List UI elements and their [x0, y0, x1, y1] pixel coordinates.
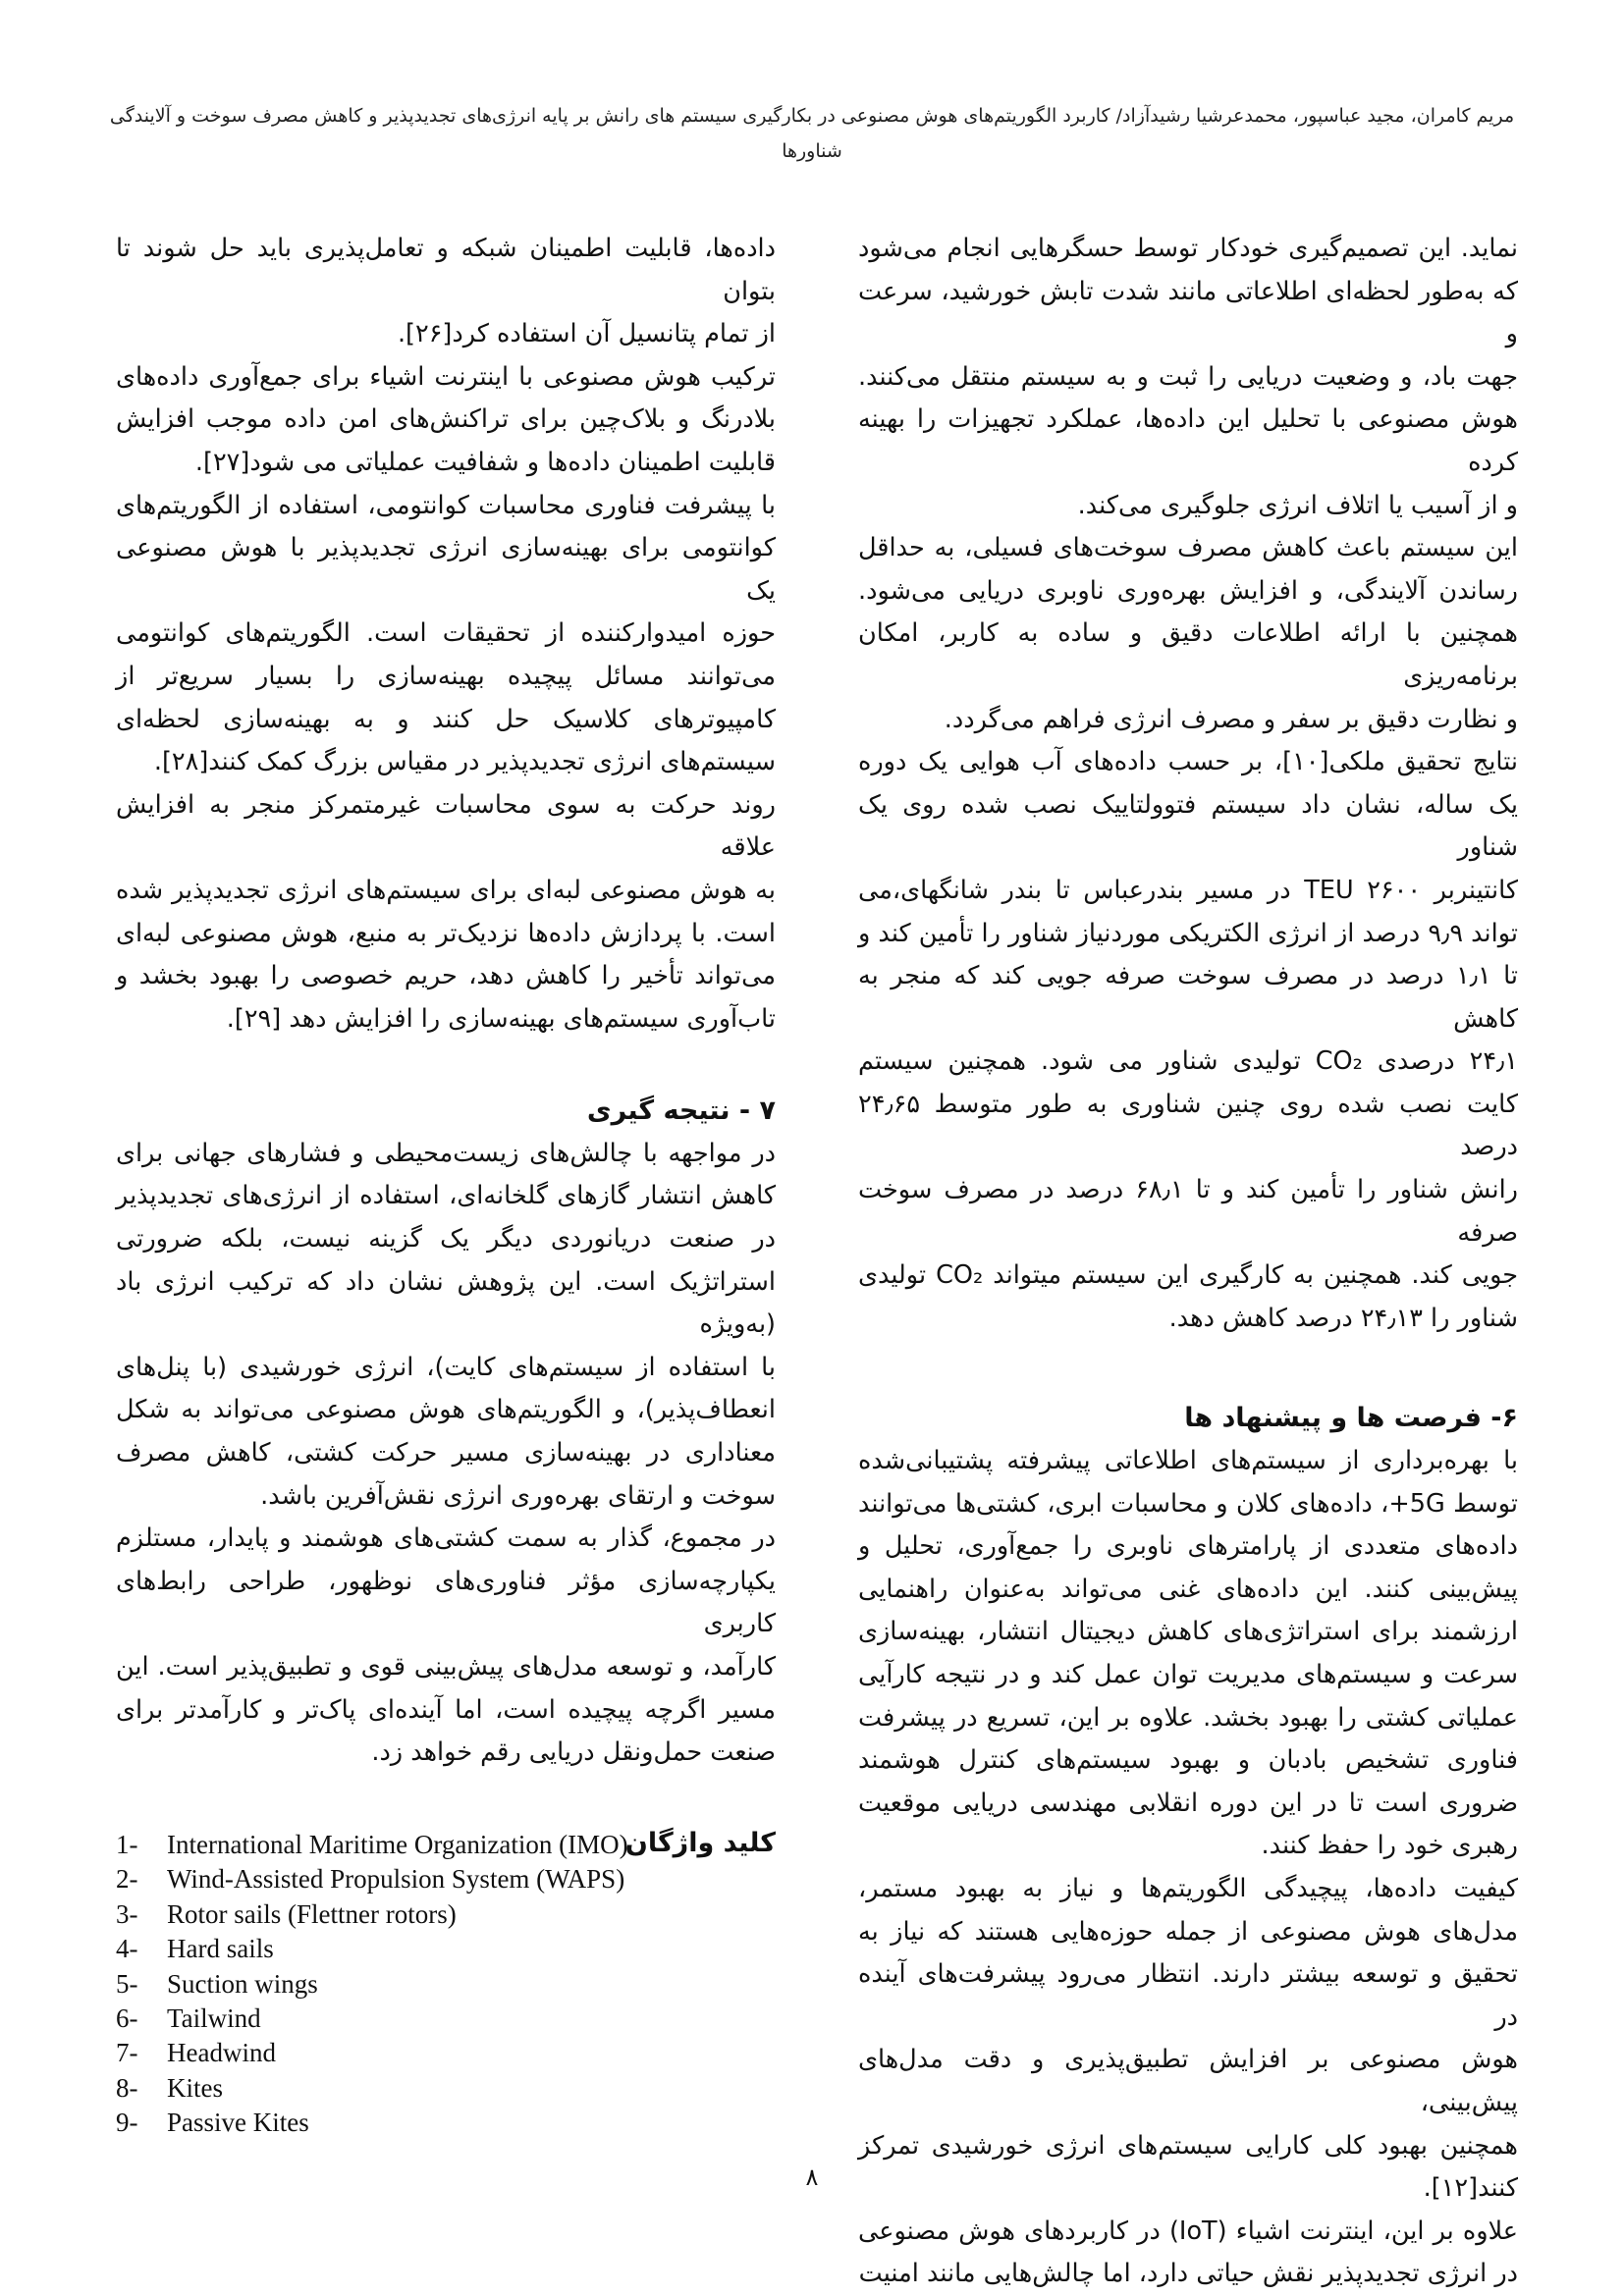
paragraph — [858, 1868, 1518, 2211]
text-line: کنند[۱۲]. — [1423, 2173, 1518, 2204]
text-line: کامپیوترهای کلاسیک حل کنند و به بهینه‌سازی لحظه‌ای — [116, 704, 776, 734]
text-line: سوخت و ارتقای بهره‌وری انرژی نقش‌آفرین باشد. — [260, 1480, 776, 1511]
text-line: مدل‌های هوش مصنوعی از جمله حوزه‌هایی هستند که نیاز به — [858, 1916, 1518, 1947]
text-line: کیفیت داده‌ها، پیچیدگی الگوریتم‌ها و نیاز به بهبود مستمر، — [858, 1873, 1518, 1903]
text-line: صنعت حمل‌ونقل دریایی رقم خواهد زد. — [371, 1737, 776, 1768]
spacer — [116, 1041, 776, 1090]
text-line: همچنین بهبود کلی کارایی سیستم‌های انرژی خورشیدی تمرکز — [858, 2130, 1518, 2161]
text-line: فناوری تشخیص بادبان و بهبود سیستم‌های کنترل هوشمند — [858, 1745, 1518, 1776]
paragraph — [858, 527, 1518, 741]
paragraph — [116, 356, 776, 485]
keyword-item — [116, 2106, 744, 2140]
section-heading-keywords: کلید واژگان — [624, 1827, 776, 1858]
keyword-item — [116, 1828, 744, 1862]
text-line: عملیاتی کشتی را بهبود بخشد. علاوه بر این، تسریع در پیشرفت — [858, 1702, 1518, 1733]
text-line: انعطاف‌پذیر)، و الگوریتم‌های هوش مصنوعی می‌تواند به شکل — [116, 1395, 776, 1425]
text-line: داده‌های متعددی از پارامترهای ناوبری را جمع‌آوری، تحلیل و — [858, 1531, 1518, 1562]
text-line: کوانتومی برای بهینه‌سازی انرژی تجدیدپذیر با هوش مصنوعی یک — [116, 533, 776, 606]
keyword-term: Wind-Assisted Propulsion System (WAPS) — [167, 1864, 625, 1895]
text-line: روند حرکت به سوی محاسبات غیرمتمرکز منجر به افزایش علاقه — [116, 789, 776, 863]
keyword-number: 3- — [116, 1898, 138, 1929]
keyword-term: Kites — [167, 2072, 223, 2103]
keywords-list — [116, 1828, 744, 2141]
text-line: سرعت و سیستم‌های مدیریت توان عمل کند و در نتیجه کارآیی — [858, 1660, 1518, 1689]
text-line: است. با پردازش داده‌ها نزدیک‌تر به منبع، هوش مصنوعی لبه‌ای — [116, 918, 776, 948]
section-heading-conclusion: ۷ - نتیجه گیری — [586, 1095, 776, 1127]
text-line: رساندن آلایندگی، و افزایش بهره‌وری ناوبری دریایی می‌شود. — [858, 575, 1518, 606]
paragraph — [858, 228, 1518, 527]
paragraph — [116, 1133, 776, 1518]
spacer — [858, 1340, 1518, 1397]
text-line: که به‌طور لحظه‌ای اطلاعاتی مانند شدت تابش خورشید، سرعت و — [858, 276, 1518, 349]
text-line: رانش شناور را تأمین کند و تا ۶۸٫۱ درصد در مصرف سوخت صرفه — [858, 1175, 1518, 1248]
keyword-number: 2- — [116, 1864, 138, 1895]
keyword-item — [116, 2002, 744, 2036]
paragraph — [116, 228, 776, 356]
text-line: در مواجهه با چالش‌های زیست‌محیطی و فشارهای جهانی برای — [116, 1138, 776, 1168]
keyword-term: Passive Kites — [167, 2108, 309, 2138]
text-line: همچنین با ارائه اطلاعات دقیق و ساده به کاربر، امکان برنامه‌ریزی — [858, 618, 1518, 691]
text-line: تواند ۹٫۹ درصد از انرژی الکتریکی موردنیاز شناور را تأمین کند و — [858, 918, 1518, 948]
text-line: جهت باد، و وضعیت دریایی را ثبت و به سیستم منتقل می‌کنند. — [858, 361, 1518, 392]
text-line: کارآمد، و توسعه مدل‌های پیش‌بینی قوی و تطبیق‌پذیر است. این — [116, 1652, 776, 1682]
section-heading-opportunities: ۶- فرصت ها و پیشنهاد ها — [1184, 1403, 1518, 1434]
keyword-item — [116, 2071, 744, 2106]
text-line: استراتژیک است. این پژوهش نشان داد که ترکیب انرژی باد (به‌ویژه — [116, 1266, 776, 1340]
keyword-number: 1- — [116, 1830, 138, 1859]
text-line: تحقیق و توسعه بیشتر دارند. انتظار می‌رود پیشرفت‌های آینده در — [858, 1959, 1518, 2032]
text-line: ارزشمند برای استراتژی‌های کاهش دیجیتال انتشار، بهینه‌سازی — [858, 1617, 1518, 1647]
keyword-number: 7- — [116, 2038, 138, 2068]
keyword-number: 8- — [116, 2072, 138, 2103]
text-line: شناور را ۲۴٫۱۳ درصد کاهش دهد. — [1168, 1303, 1518, 1333]
text-line: در صنعت دریانوردی دیگر یک گزینه نیست، بلکه ضرورتی — [116, 1224, 776, 1255]
keyword-item — [116, 2036, 744, 2070]
text-line: این سیستم باعث کاهش مصرف سوخت‌های فسیلی، به حداقل — [858, 533, 1518, 563]
text-line: یکپارچه‌سازی مؤثر فناوری‌های نوظهور، طراحی رابط‌های کاربری — [116, 1566, 776, 1639]
keyword-item — [116, 1862, 744, 1896]
page-number: ۸ — [805, 2163, 819, 2191]
text-line: با پیشرفت فناوری محاسبات کوانتومی، استفاده از الگوریتم‌های — [116, 490, 776, 520]
text-line: از تمام پتانسیل آن استفاده کرد[۲۶]. — [397, 319, 776, 349]
paragraph — [116, 485, 776, 784]
text-line: کانتینربر ۲۶۰۰ TEU در مسیر بندرعباس تا بندر شانگهای،می — [858, 875, 1519, 905]
keyword-item — [116, 1897, 744, 1932]
text-line: رهبری خود را حفظ کنند. — [1261, 1831, 1518, 1861]
paragraph — [858, 1440, 1518, 1868]
keyword-term: Rotor sails (Flettner rotors) — [167, 1898, 457, 1929]
text-line: می‌تواند تأخیر را کاهش دهد، حریم خصوصی را بهبود بخشد و — [116, 961, 776, 991]
text-line: بلادرنگ و بلاک‌چین برای تراکنش‌های امن داده موجب افزایش — [116, 404, 776, 435]
text-line: نماید. این تصمیم‌گیری خودکار توسط حسگرهایی انجام می‌شود — [858, 234, 1518, 263]
text-line: مسیر اگرچه پیچیده است، اما آینده‌ای پاک‌تر و کارآمدتر برای — [116, 1694, 776, 1725]
text-line: در انرژی تجدیدپذیر نقش حیاتی دارد، اما چالش‌هایی مانند امنیت — [858, 2259, 1518, 2289]
paragraph — [858, 2211, 1518, 2296]
spacer — [116, 1775, 776, 1822]
keyword-item — [116, 1932, 744, 1966]
keyword-number: 9- — [116, 2108, 138, 2138]
text-line: هوش مصنوعی با تحلیل این داده‌ها، عملکرد تجهیزات را بهینه کرده — [858, 404, 1518, 477]
text-line: و از آسیب یا اتلاف انرژی جلوگیری می‌کند. — [1077, 490, 1518, 520]
paragraph — [116, 1518, 776, 1775]
text-line: به هوش مصنوعی لبه‌ای برای سیستم‌های انرژی تجدیدپذیر شده — [116, 875, 776, 905]
keyword-term: Tailwind — [167, 2003, 261, 2034]
text-line: پیش‌بینی کنند. این داده‌های غنی می‌تواند به‌عنوان راهنمایی — [858, 1574, 1518, 1604]
text-line: داده‌ها، قابلیت اطمینان شبکه و تعامل‌پذیری باید حل شوند تا بتوان — [116, 234, 776, 306]
text-line: نتایج تحقیق ملکی[۱۰]، بر حسب داده‌های آب هوایی یک دوره — [858, 747, 1518, 777]
text-line: یک ساله، نشان داد سیستم فتوولتاییک نصب شده روی یک شناور — [858, 789, 1518, 863]
keyword-number: 4- — [116, 1934, 138, 1964]
keyword-term: International Maritime Organization (IMO) — [167, 1830, 628, 1859]
keyword-term: Headwind — [167, 2038, 276, 2068]
text-line: ۲۴٫۱ درصدی CO₂ تولیدی شناور می شود. همچنین سیستم — [858, 1046, 1518, 1077]
text-line: حوزه امیدوارکننده از تحقیقات است. الگوریتم‌های کوانتومی — [116, 618, 776, 649]
running-header — [108, 98, 1516, 169]
text-line: توسط 5G+، داده‌های کلان و محاسبات ابری، کشتی‌ها می‌توانند — [858, 1488, 1519, 1519]
keyword-term: Suction wings — [167, 1968, 318, 1999]
text-line: قابلیت اطمینان داده‌ها و شفافیت عملیاتی می شود[۲۷]. — [194, 447, 776, 477]
text-line: تا ۱٫۱ درصد در مصرف سوخت صرفه جویی کند که منجر به کاهش — [858, 961, 1518, 1034]
text-line: جویی کند. همچنین به کارگیری این سیستم میتواند CO₂ تولیدی — [858, 1260, 1519, 1291]
text-line: کایت نصب شده روی چنین شناوری به طور متوسط ۲۴٫۶۵ درصد — [858, 1089, 1518, 1162]
text-line: ضروری است تا در این دوره انقلابی مهندسی دریایی موقعیت — [858, 1788, 1518, 1818]
paragraph — [116, 784, 776, 1041]
text-line: با بهره‌برداری از سیستم‌های اطلاعاتی پیشرفته پشتیبانی‌شده — [858, 1446, 1518, 1476]
text-line: تاب‌آوری سیستم‌های بهینه‌سازی را افزایش دهد [۲۹]. — [226, 1003, 776, 1034]
keyword-item — [116, 1967, 744, 2002]
text-line: معناداری در بهینه‌سازی مسیر حرکت کشتی، کاهش مصرف — [116, 1438, 776, 1468]
running-header-line-2: شناورها — [782, 140, 842, 162]
paragraph — [858, 741, 1518, 1340]
left-column — [116, 228, 776, 1864]
text-line: کاهش انتشار گازهای گلخانه‌ای، استفاده از انرژی‌های تجدیدپذیر — [116, 1181, 776, 1211]
text-line: می‌توانند مسائل پیچیده بهینه‌سازی را بسیار سریع‌تر از — [116, 661, 776, 691]
keyword-number: 5- — [116, 1968, 138, 1999]
text-line: سیستم‌های انرژی تجدیدپذیر در مقیاس بزرگ کمک کنند[۲۸]. — [153, 747, 776, 777]
right-column — [858, 228, 1518, 2296]
text-line: علاوه بر این، اینترنت اشیاء (IoT) در کاربردهای هوش مصنوعی — [858, 2216, 1518, 2246]
text-line: هوش مصنوعی بر افزایش تطبیق‌پذیری و دقت مدل‌های پیش‌بینی، — [858, 2045, 1518, 2117]
text-line: در مجموع، گذار به سمت کشتی‌های هوشمند و پایدار، مستلزم — [116, 1523, 776, 1554]
text-line: با استفاده از سیستم‌های کایت)، انرژی خورشیدی (با پنل‌های — [116, 1352, 776, 1382]
text-line: و نظارت دقیق بر سفر و مصرف انرژی فراهم می‌گردد. — [944, 704, 1518, 734]
running-header-line-1: مریم کامران، مجید عباسپور، محمدعرشیا رشیدآزاد/ کاربرد الگوریتم‌های هوش مصنوعی در بکارگیری سیستم های رانش بر پایه انرژی‌های تجدیدپذیر و کاهش مصرف سوخت و آلایندگی — [109, 105, 1515, 127]
keyword-number: 6- — [116, 2003, 138, 2034]
keyword-term: Hard sails — [167, 1934, 274, 1964]
text-line: ترکیب هوش مصنوعی با اینترنت اشیاء برای جمع‌آوری داده‌های — [116, 361, 776, 392]
